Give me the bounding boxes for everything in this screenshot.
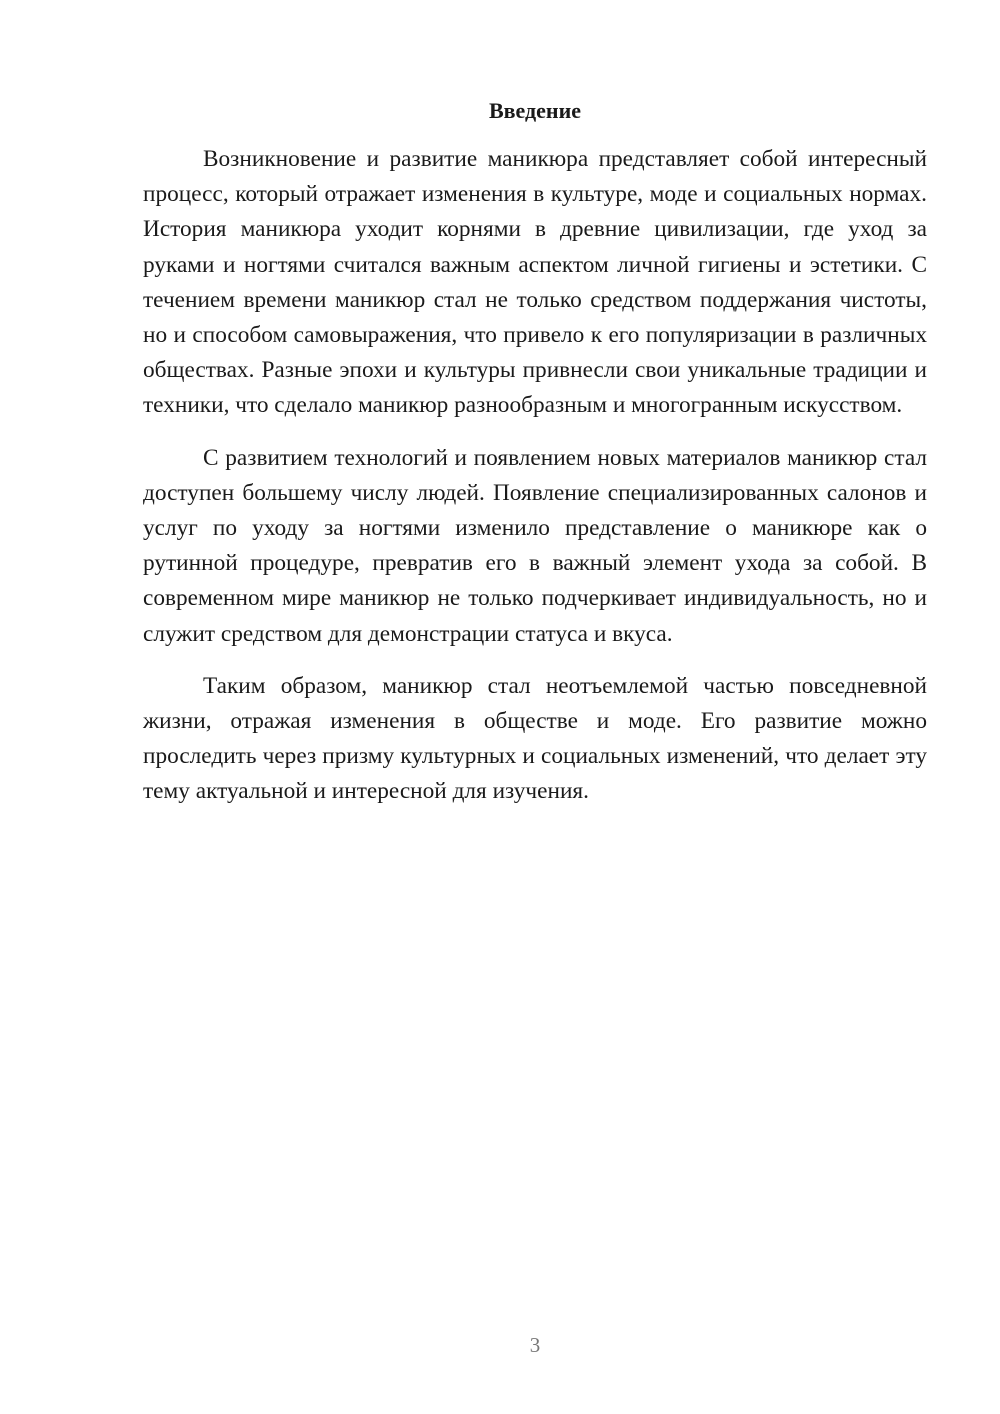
body-text — [143, 142, 927, 827]
paragraph-2: С развитием технологий и появлением новых материалов маникюр стал доступен большему числу людей. Появление специализированных салонов и услуг по уходу за ногтями изменило представление о маникюре как о рутинной процедуре, превратив его в важный элемент ухода за собой. В современном мире маникюр не только подчеркивает индивидуальность, но и служит средством для демонстрации статуса и вкуса. — [143, 444, 927, 647]
paragraph-3: Таким образом, маникюр стал неотъемлемой частью повседневной жизни, отражая изменения в обществе и моде. Его развитие можно проследить через призму культурных и социальных изменений, что делает эту тему актуальной и интересной для изучения. — [143, 672, 927, 805]
section-title: Введение — [488, 98, 582, 123]
page-number: 3 — [529, 1333, 541, 1357]
paragraph-1: Возникновение и развитие маникюра представляет собой интересный процесс, который отражает изменения в культуре, моде и социальных нормах. История маникюра уходит корнями в древние цивилизации, где уход за руками и ногтями считался важным аспектом личной гигиены и эстетики. С течением времени маникюр стал не только средством поддержания чистоты, но и способом самовыражения, что привело к его популяризации в различных обществах. Разные эпохи и культуры привнесли свои уникальные традиции и техники, что сделало маникюр разнообразным и многогранным искусством. — [143, 146, 927, 419]
